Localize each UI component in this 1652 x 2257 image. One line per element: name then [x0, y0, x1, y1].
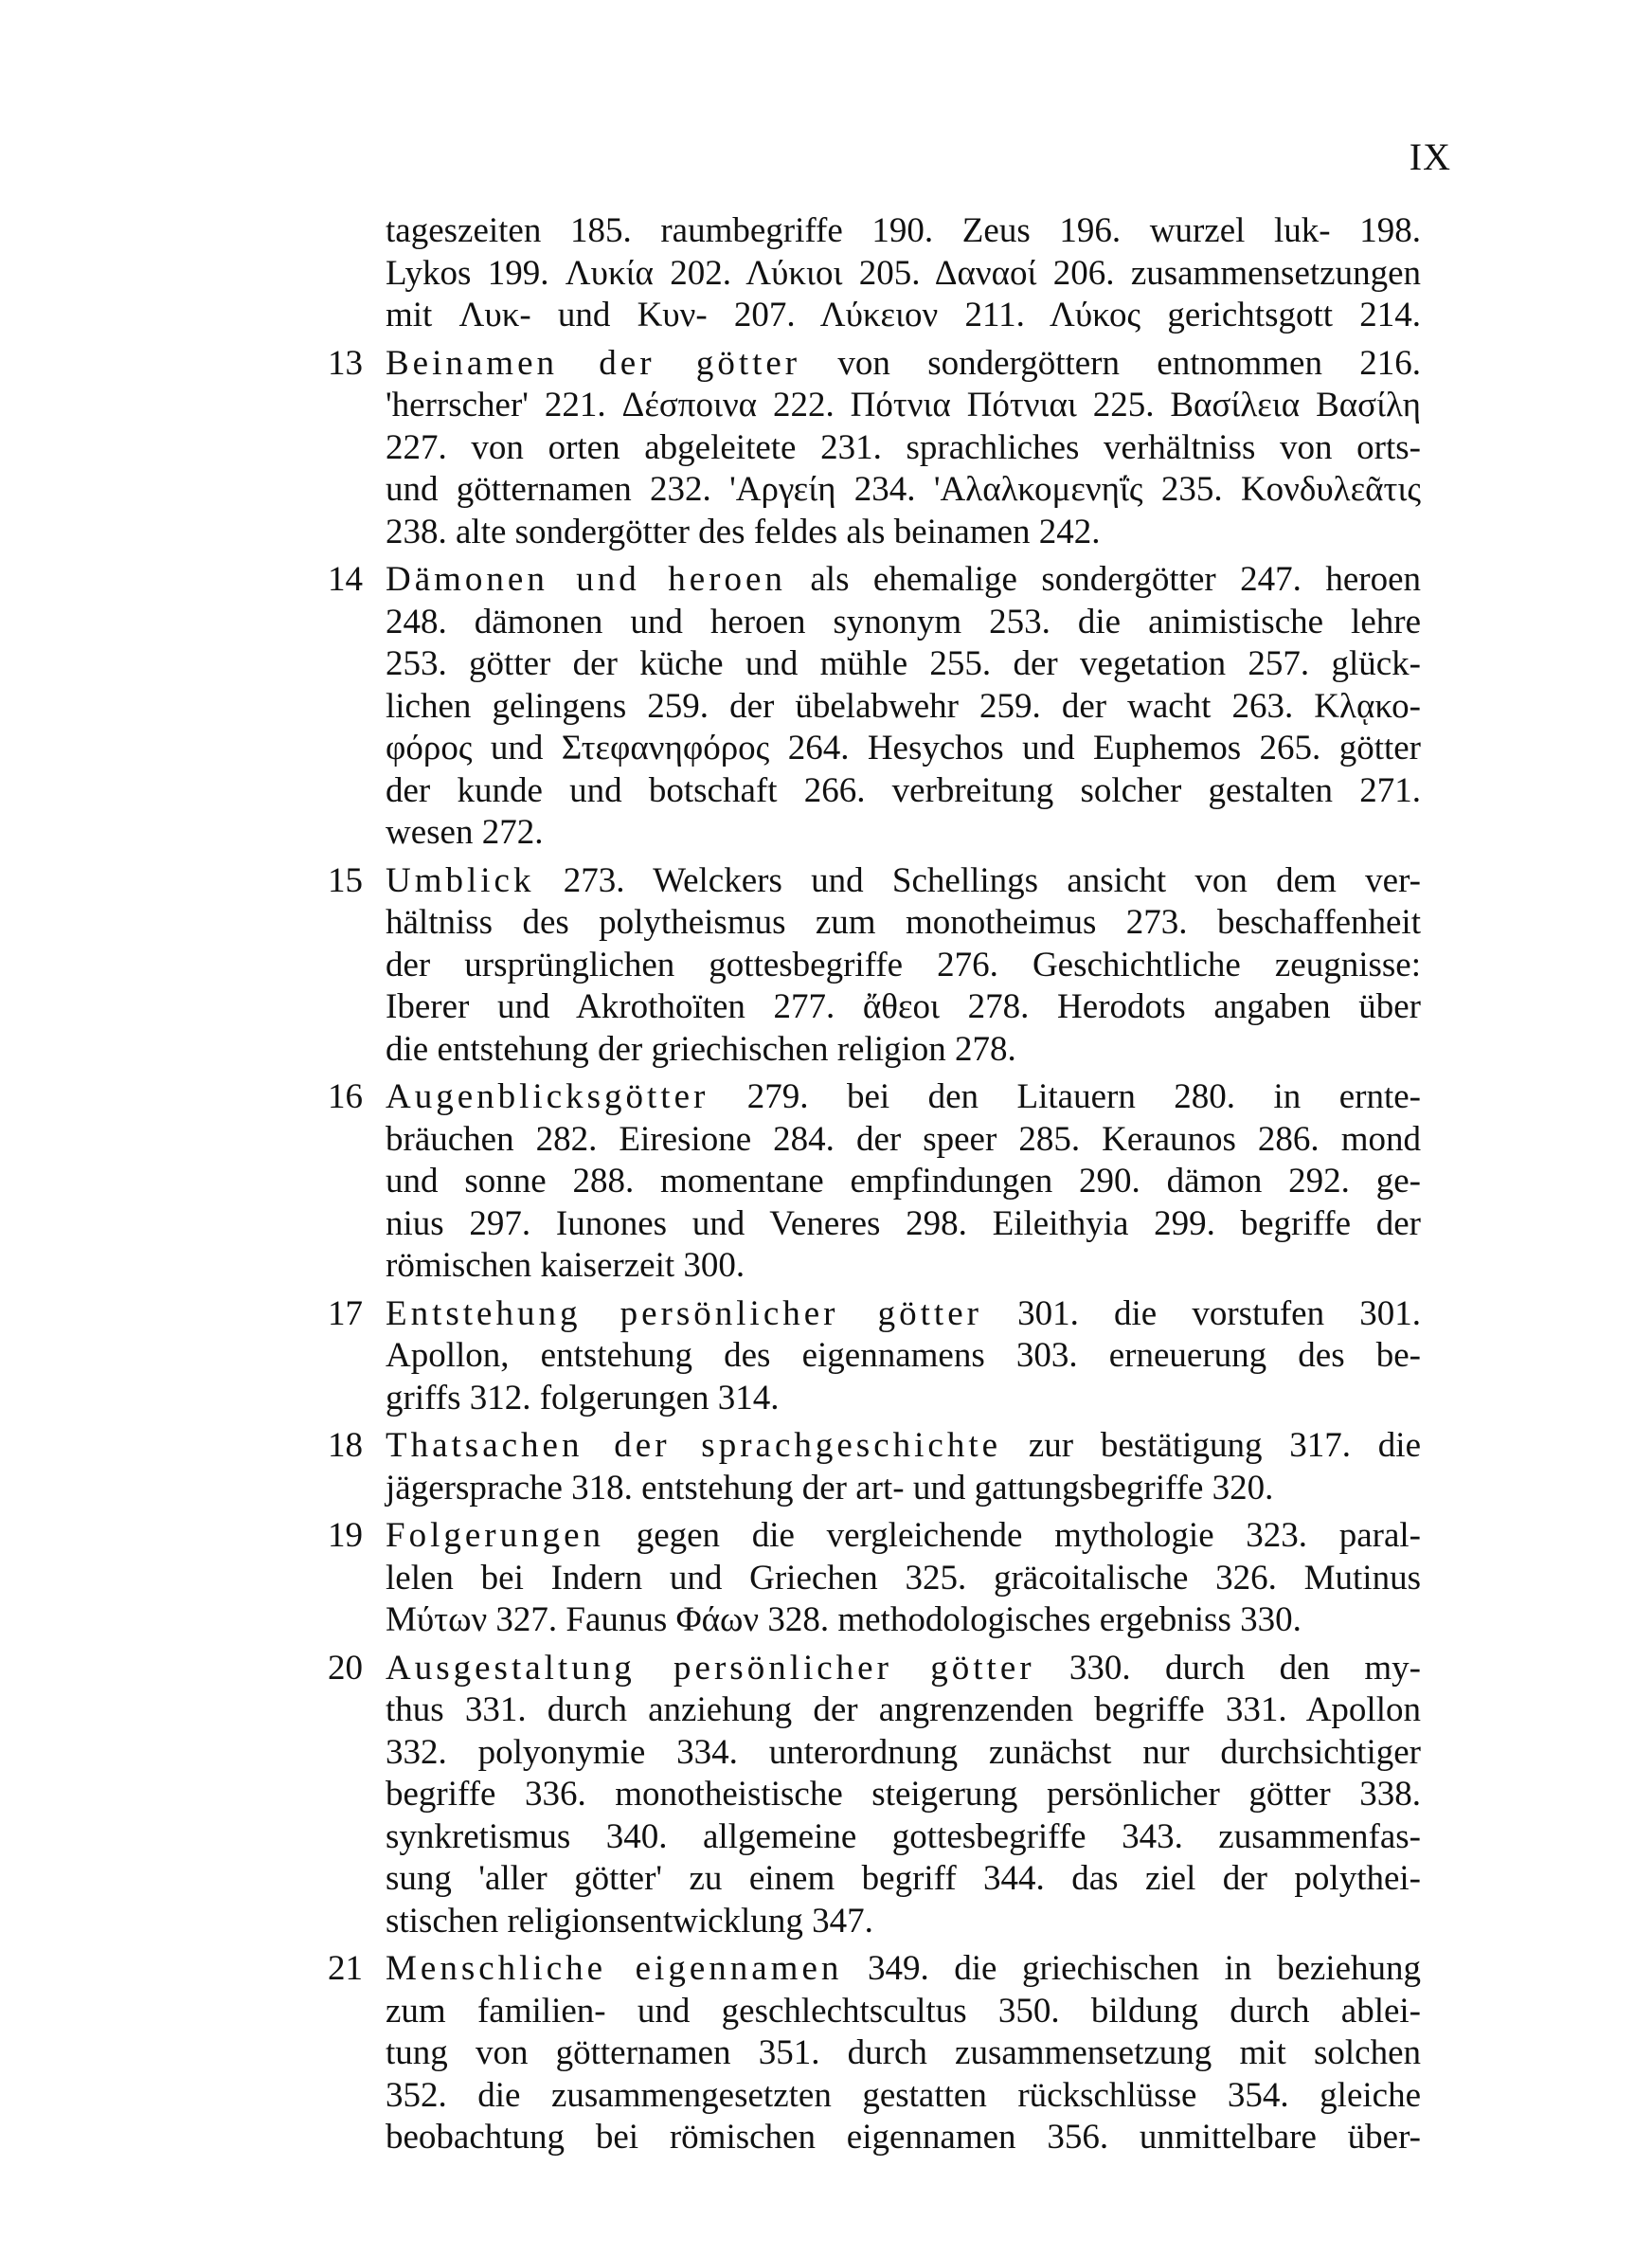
toc-entry-16: [328, 1076, 1421, 1288]
text-line: [386, 1515, 1421, 1558]
text-fragment: als ehemalige sondergötter 247. heroen: [785, 560, 1421, 599]
text-line: der ursprünglichen gottesbegriffe 276. Geschichtliche zeugnisse:: [386, 945, 1421, 984]
text-line: tageszeiten 185. raumbegriffe 190. Zeus 196. wurzel luk- 198.: [386, 211, 1421, 250]
text-fragment: 301. die vorstufen 301.: [981, 1293, 1421, 1333]
text-line: [386, 1648, 1421, 1690]
text-line: 'herrscher' 221. Δέσποινα 222. Πότνια Πότνιαι 225. Βασίλεια Βασίλη: [386, 386, 1421, 424]
section-number: 19: [328, 1516, 363, 1555]
section-number: 16: [328, 1077, 363, 1116]
section-number: 13: [328, 343, 363, 383]
page-number: IX: [1409, 135, 1451, 178]
text-line: lelen bei Indern und Griechen 325. gräcoitalische 326. Mutinus: [386, 1558, 1421, 1598]
text-line: jägersprache 318. entstehung der art- und gattungsbegriffe 320.: [386, 1468, 1274, 1508]
text-line: 227. von orten abgeleitete 231. sprachliches verhältniss von orts-: [386, 427, 1421, 467]
text-line: die entstehung der griechischen religion 278.: [386, 1029, 1016, 1069]
text-line: [386, 860, 1421, 903]
section-number: 18: [328, 1426, 363, 1465]
section-title: Folgerungen: [386, 1516, 605, 1555]
text-line: [386, 1425, 1421, 1468]
text-line: hältniss des polytheismus zum monotheimus 273. beschaffenheit: [386, 903, 1421, 942]
text-line: [386, 559, 1421, 602]
text-fragment: 273. Welckers und Schellings ansicht von dem ver-: [534, 860, 1421, 900]
text-line: stischen religionsentwicklung 347.: [386, 1901, 873, 1941]
text-line: nius 297. Iunones und Veneres 298. Eileithyia 299. begriffe der: [386, 1203, 1421, 1243]
text-line: Iberer und Akrothoïten 277. ἄθεοι 278. Herodots angaben über: [386, 987, 1421, 1026]
text-line: [386, 1076, 1421, 1119]
section-title: Menschliche eigennamen: [386, 1949, 843, 1988]
table-of-contents: [328, 210, 1422, 2165]
text-line: Lykos 199. Λυκία 202. Λύκιοι 205. Δαναοί 206. zusammensetzungen: [386, 253, 1421, 293]
text-line: mit Λυκ- und Κυν- 207. Λύκειον 211. Λύκος gerichtsgott 214.: [386, 296, 1421, 334]
section-number: 17: [328, 1293, 363, 1333]
text-fragment: 279. bei den Litauern 280. in ernte-: [709, 1077, 1421, 1116]
text-line: [386, 1948, 1421, 1991]
toc-entry-14: [328, 559, 1421, 855]
text-fragment: 349. die griechischen in beziehung: [842, 1949, 1422, 1988]
section-title: Thatsachen der sprachgeschichte: [386, 1426, 1002, 1465]
section-number: 15: [328, 860, 363, 900]
text-line: Apollon, entstehung des eigennamens 303. erneuerung des be-: [386, 1336, 1421, 1375]
section-title: Umblick: [386, 860, 535, 900]
text-line: begriffe 336. monotheistische steigerung persönlicher götter 338.: [386, 1775, 1421, 1814]
text-fragment: von sondergöttern entnommen 216.: [800, 343, 1421, 383]
text-line: zum familien- und geschlechtscultus 350. bildung durch ablei-: [386, 1991, 1421, 2031]
text-line: 332. polyonymie 334. unterordnung zunächst nur durchsichtiger: [386, 1732, 1421, 1772]
text-line: 248. dämonen und heroen synonym 253. die animistische lehre: [386, 602, 1421, 641]
text-fragment: zur bestätigung 317. die: [1001, 1426, 1421, 1465]
toc-entry-17: [328, 1293, 1421, 1420]
section-number: 21: [328, 1949, 363, 1988]
toc-entry-13: [328, 343, 1421, 554]
toc-entry-19: [328, 1515, 1421, 1642]
text-line: Μύτων 327. Faunus Φάων 328. methodologisches ergebniss 330.: [386, 1600, 1302, 1639]
text-line: [386, 343, 1421, 386]
toc-entry-15: [328, 860, 1421, 1072]
text-line: beobachtung bei römischen eigennamen 356. unmittelbare über-: [386, 2118, 1421, 2157]
section-number: 20: [328, 1648, 363, 1688]
section-title: Entstehung persönlicher götter: [386, 1293, 982, 1333]
continuation-from-previous-page: [332, 210, 1421, 337]
text-fragment: 330. durch den my-: [1034, 1648, 1421, 1688]
text-line: 238. alte sondergötter des feldes als beinamen 242.: [386, 512, 1101, 551]
text-line: [386, 1293, 1421, 1336]
section-title: Beinamen der götter: [386, 343, 801, 383]
section-title: Ausgestaltung persönlicher götter: [386, 1648, 1035, 1688]
text-line: bräuchen 282. Eiresione 284. der speer 285. Keraunos 286. mond: [386, 1119, 1421, 1159]
section-title: Augenblicksgötter: [386, 1077, 709, 1116]
text-line: 253. götter der küche und mühle 255. der vegetation 257. glück-: [386, 644, 1421, 683]
text-line: und götternamen 232. 'Αργείη 234. 'Αλαλκομενηΐς 235. Κονδυλεᾶτις: [386, 470, 1421, 509]
text-line: tung von götternamen 351. durch zusammensetzung mit solchen: [386, 2033, 1421, 2072]
text-line: thus 331. durch anziehung der angrenzenden begriffe 331. Apollon: [386, 1690, 1421, 1729]
toc-entry-20: [328, 1648, 1421, 1943]
text-line: lichen gelingens 259. der übelabwehr 259. der wacht 263. Κλᾳκο-: [386, 686, 1421, 726]
text-fragment: gegen die vergleichende mythologie 323. paral-: [604, 1516, 1421, 1555]
toc-entry-21: [328, 1948, 1422, 2159]
toc-entry-18: [328, 1425, 1421, 1509]
section-title: Dämonen und heroen: [386, 560, 786, 599]
text-line: griffs 312. folgerungen 314.: [386, 1378, 780, 1417]
text-line: römischen kaiserzeit 300.: [386, 1246, 745, 1285]
text-line: sung 'aller götter' zu einem begriff 344. das ziel der polythei-: [386, 1859, 1421, 1898]
text-line: wesen 272.: [386, 813, 544, 852]
text-line: synkretismus 340. allgemeine gottesbegriffe 343. zusammenfas-: [386, 1816, 1421, 1856]
text-line: φόρος und Στεφανηφόρος 264. Hesychos und Euphemos 265. götter: [386, 729, 1421, 767]
section-number: 14: [328, 560, 363, 599]
text-line: und sonne 288. momentane empfindungen 290. dämon 292. ge-: [386, 1162, 1421, 1201]
text-line: 352. die zusammengesetzten gestatten rückschlüsse 354. gleiche: [386, 2075, 1421, 2115]
text-line: der kunde und botschaft 266. verbreitung solcher gestalten 271.: [386, 770, 1421, 810]
